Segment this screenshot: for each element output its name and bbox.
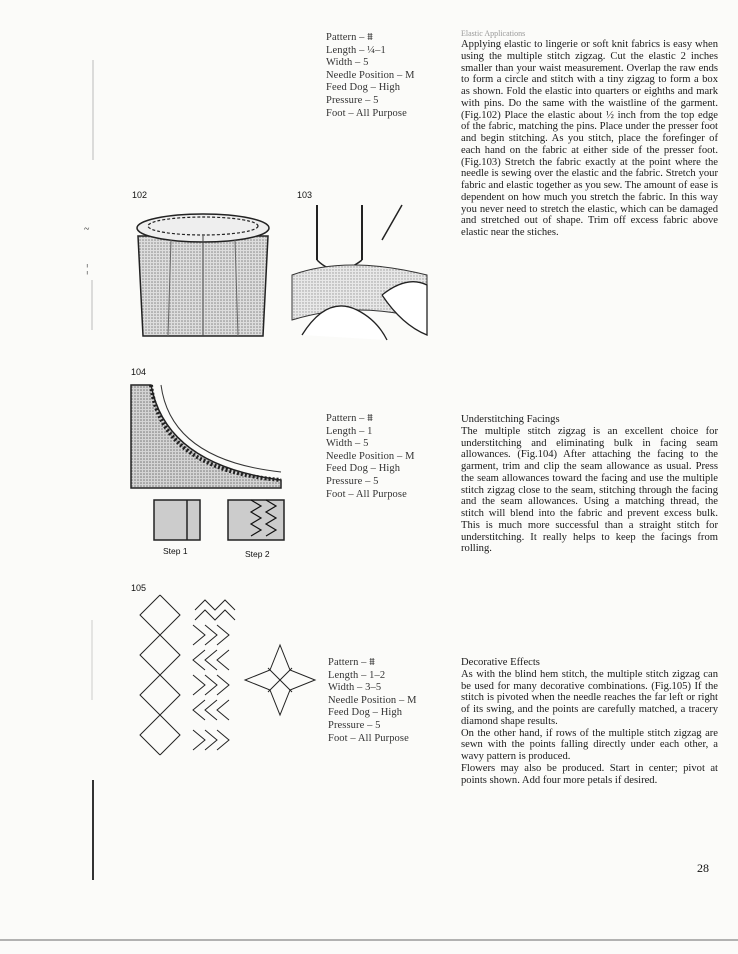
page-number: 28 <box>697 861 709 875</box>
section-body-2: On the other hand, if rows of the multiple stitch zigzag are sewn with the points falling directly under each other, a wavy pattern is produced. <box>461 727 718 762</box>
middle-machine-settings <box>326 413 415 501</box>
section-heading: Decorative Effects <box>461 657 540 668</box>
svg-text:¦: ¦ <box>86 261 89 275</box>
setting-feed-dog: Feed Dog – High <box>326 463 401 475</box>
setting-pattern: Pattern – ⩩ <box>326 32 373 43</box>
figure-104-understitched-facing <box>131 380 291 490</box>
setting-pressure: Pressure – 5 <box>326 475 379 487</box>
figure-103-stitching-hands <box>287 200 437 350</box>
setting-length: Length – 1–2 <box>328 669 386 681</box>
elastic-applications-section <box>461 28 718 239</box>
setting-width: Width – 3–5 <box>328 682 382 694</box>
section-body: The multiple stitch zigzag is an excellent choice for understitching and eliminating bulk in facing seam allowances. (Fig.104) After attaching the facing to the garment, trim and clip the seam allowance as usual. Press the seam allowances toward the facing and use the multiple stitch zigzag close to the seam, stitching through the facing and the seam allowances. Using a matching thread, the stitch will blend into the fabric and prevent excess bulk. This is much more successful than a straight stitch for understitching. It really helps to keep the facings from rolling. <box>461 425 718 555</box>
figure-105-decorative-patterns <box>135 590 315 770</box>
setting-foot: Foot – All Purpose <box>326 107 407 119</box>
caption-step2: Step 2 <box>245 549 270 559</box>
caption-step1: Step 1 <box>163 546 188 556</box>
figure-label-103: 103 <box>297 190 313 200</box>
figure-label-104: 104 <box>131 367 147 377</box>
setting-pattern: Pattern – ⩩ <box>328 657 375 668</box>
setting-foot: Foot – All Purpose <box>326 488 407 500</box>
setting-width: Width – 5 <box>326 57 369 69</box>
setting-pattern: Pattern – ⩩ <box>326 413 373 424</box>
section-heading: Understitching Facings <box>461 414 560 425</box>
section-body-3: Flowers may also be produced. Start in center; pivot at points shown. Add four more petals if desired. <box>461 762 718 786</box>
section-heading: Elastic Applications <box>461 29 526 38</box>
figure-104-step2-illustration <box>226 498 286 543</box>
setting-feed-dog: Feed Dog – High <box>326 82 401 94</box>
figure-label-102: 102 <box>132 190 148 200</box>
svg-text:~: ~ <box>84 224 90 235</box>
setting-feed-dog: Feed Dog – High <box>328 707 403 719</box>
setting-needle-position: Needle Position – M <box>326 450 415 462</box>
bottom-machine-settings <box>328 657 417 745</box>
decorative-effects-section <box>461 657 718 786</box>
figure-label-105: 105 <box>131 583 147 593</box>
setting-needle-position: Needle Position – M <box>326 69 415 81</box>
section-body-1: As with the blind hem stitch, the multiple stitch zigzag can be used for many decorative combinations. (Fig.105) If the stitch is pivoted when the needle reaches the far left or right of its swing, and the points are carefully matched, a tracery diamond shape results. <box>461 668 718 727</box>
setting-needle-position: Needle Position – M <box>328 694 417 706</box>
setting-width: Width – 5 <box>326 438 369 450</box>
figure-104-step1-illustration <box>152 498 202 543</box>
section-body: Applying elastic to lingerie or soft knit fabrics is easy when using the multiple stitch zigzag. Cut the elastic 2 inches smaller than your waist measurement. Overlap the raw ends to form a circle and stitch with a tiny zigzag to form a box as shown. Fold the elastic into quarters or eighths and mark with pins. Do the same with the waistline of the garment. (Fig.102) Place the elastic about ½ inch from the top edge of the fabric, matching the pins. Place under the presser foot and begin stitching. As you stitch, place the forefinger of each hand on the fabric at either side of the presser foot. (Fig.103) Stretch the fabric exactly at the point where the needle is sewing over the elastic and the fabric. Stretch your fabric and elastic together as you sew. The amount of ease is dependent on how much you stretch the fabric. In this way you never need to stretch the elastic, which can be damaged and stretched out of shape. Trim off excess fabric above elastic near the stiches. <box>461 39 718 238</box>
setting-pressure: Pressure – 5 <box>328 719 381 731</box>
setting-foot: Foot – All Purpose <box>328 732 409 744</box>
setting-length: Length – ¼–1 <box>326 44 386 56</box>
setting-length: Length – 1 <box>326 425 373 437</box>
top-machine-settings <box>326 32 415 120</box>
figure-102-elastic-waistband <box>133 206 273 346</box>
understitching-section <box>461 414 718 555</box>
setting-pressure: Pressure – 5 <box>326 94 379 106</box>
